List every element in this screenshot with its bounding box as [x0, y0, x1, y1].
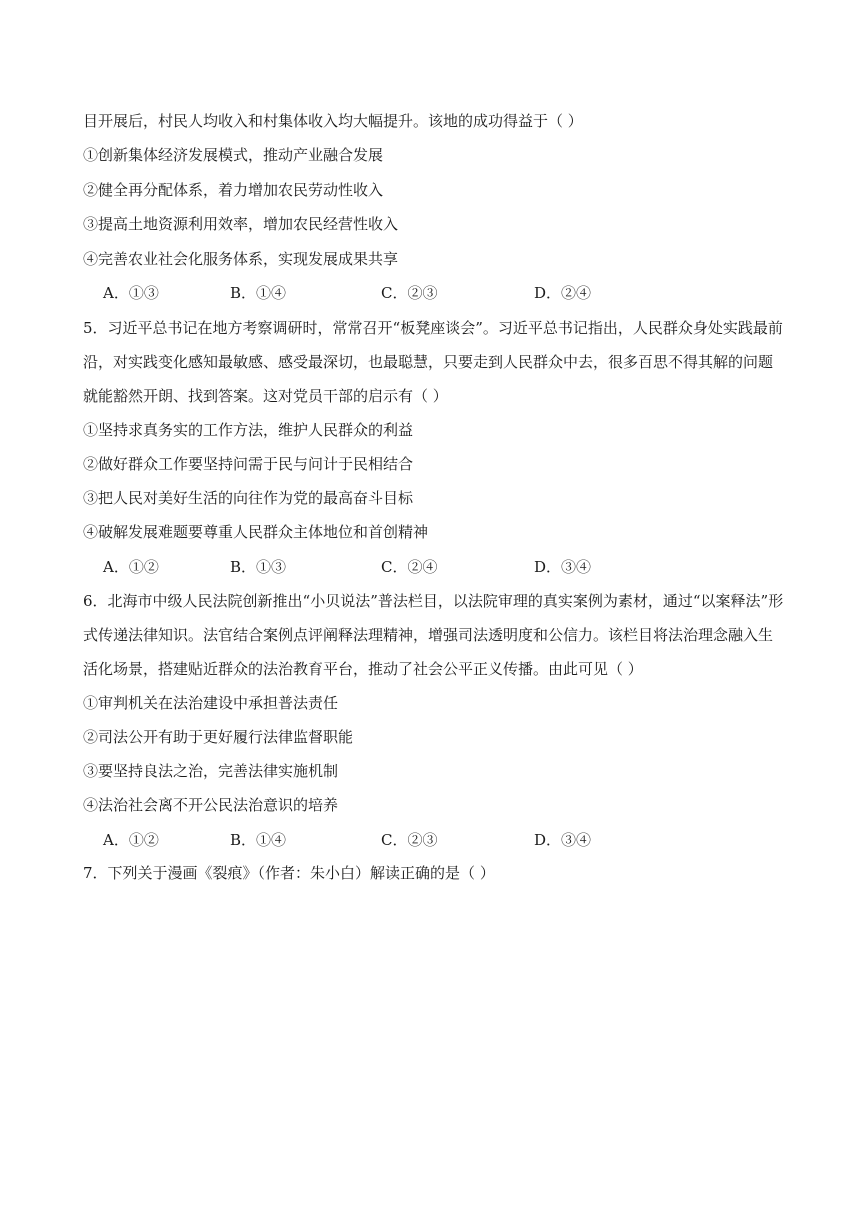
- q5-stem-line-3: 就能豁然开朗、找到答案。这对党员干部的启示有（ ）: [83, 387, 448, 405]
- q5-option-a[interactable]: A．①②: [103, 558, 159, 576]
- q6-option-d[interactable]: D．③④: [534, 831, 592, 849]
- q6-option-c[interactable]: C．②③: [381, 831, 438, 849]
- q6-item-2: ②司法公开有助于更好履行法律监督职能: [83, 728, 354, 746]
- q6-options: [103, 830, 703, 850]
- q5-item-4: ④破解发展难题要尊重人民群众主体地位和首创精神: [83, 523, 429, 541]
- q7-stem: 7．下列关于漫画《裂痕》（作者：朱小白）解读正确的是（ ）: [83, 864, 495, 882]
- q5-option-d[interactable]: D．③④: [534, 558, 592, 576]
- q6-stem-line-3: 活化场景，搭建贴近群众的法治教育平台，推动了社会公平正义传播。由此可见（ ）: [83, 660, 643, 678]
- q4-option-d[interactable]: D．②④: [534, 284, 592, 302]
- q4-stem-tail: 目开展后，村民人均收入和村集体收入均大幅提升。该地的成功得益于（ ）: [83, 112, 583, 130]
- q4-option-b[interactable]: B．①④: [230, 284, 287, 302]
- q4-item-3: ③提高土地资源利用效率，增加农民经营性收入: [83, 215, 399, 233]
- q4-item-4: ④完善农业社会化服务体系，实现发展成果共享: [83, 250, 399, 268]
- q4-option-c[interactable]: C．②③: [381, 284, 438, 302]
- q6-option-a[interactable]: A．①②: [103, 831, 159, 849]
- q5-option-b[interactable]: B．①③: [230, 558, 287, 576]
- q5-stem-line-1: 5．习近平总书记在地方考察调研时，常常召开“板凳座谈会”。习近平总书记指出，人民群众身处实践最前: [83, 319, 783, 337]
- q6-item-3: ③要坚持良法之治，完善法律实施机制: [83, 762, 339, 780]
- q6-stem-line-2: 式传递法律知识。法官结合案例点评阐释法理精神，增强司法透明度和公信力。该栏目将法治理念融入生: [83, 626, 774, 644]
- q5-stem-line-2: 沿，对实践变化感知最敏感、感受最深切，也最聪慧，只要走到人民群众中去，很多百思不得其解的问题: [83, 353, 774, 371]
- q5-option-c[interactable]: C．②④: [381, 558, 438, 576]
- q5-options: [103, 557, 703, 577]
- q6-option-b[interactable]: B．①④: [230, 831, 287, 849]
- q5-item-2: ②做好群众工作要坚持问需于民与问计于民相结合: [83, 455, 414, 473]
- q4-item-2: ②健全再分配体系，着力增加农民劳动性收入: [83, 181, 384, 199]
- q4-item-1: ①创新集体经济发展模式，推动产业融合发展: [83, 146, 384, 164]
- q5-item-3: ③把人民对美好生活的向往作为党的最高奋斗目标: [83, 489, 414, 507]
- q4-option-a[interactable]: A．①③: [103, 284, 159, 302]
- q6-item-1: ①审判机关在法治建设中承担普法责任: [83, 694, 339, 712]
- q5-item-1: ①坚持求真务实的工作方法，维护人民群众的利益: [83, 421, 414, 439]
- q6-stem-line-1: 6．北海市中级人民法院创新推出“小贝说法”普法栏目，以法院审理的真实案例为素材，通过“以案释法”形: [83, 592, 783, 610]
- q4-options: [103, 283, 703, 303]
- q6-item-4: ④法治社会离不开公民法治意识的培养: [83, 796, 339, 814]
